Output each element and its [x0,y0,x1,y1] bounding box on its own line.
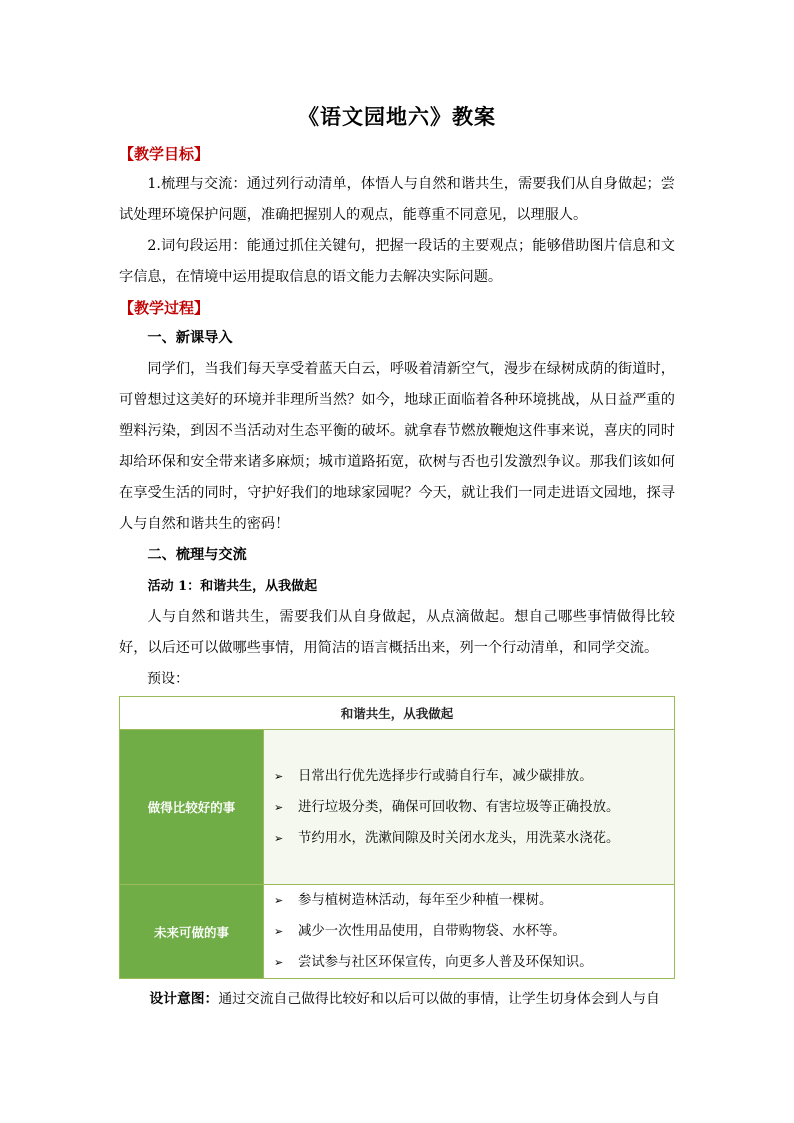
section-heading-process: 【教学过程】 [119,299,210,317]
list-item [274,947,674,978]
table-row [120,885,675,979]
document-title: 《语文园地六》教案 [298,104,496,129]
action-list-table [119,696,675,979]
arrow-bullet-icon: ➢ [274,925,284,938]
list-item-text: 参与植树造林活动，每年至少种植一棵树。 [298,893,553,908]
list-item [274,761,674,792]
document-content [119,100,675,1013]
section-heading-goals: 【教学目标】 [119,145,210,163]
design-intent-label: 设计意图： [149,991,219,1007]
row-label: 未来可做的事 [120,885,264,979]
row-label: 做得比较好的事 [120,730,264,885]
arrow-bullet-icon: ➢ [274,894,284,907]
list-item [274,916,674,947]
row-items [264,885,675,979]
part1-heading: 一、新课导入 [147,330,233,346]
arrow-bullet-icon: ➢ [274,831,284,845]
list-item-text: 日常出行优先选择步行或骑自行车，减少碳排放。 [298,768,593,784]
goal-paragraph-1: 1.梳理与交流：通过列行动清单，体悟人与自然和谐共生，需要我们从自身做起；尝试处理环境保护问题，准确把握别人的观点，能尊重不同意见，以理服人。 [119,176,675,223]
list-item-text: 尝试参与社区环保宣传，向更多人普及环保知识。 [298,955,593,970]
intro-paragraph: 同学们，当我们每天享受着蓝天白云，呼吸着清新空气，漫步在绿树成荫的街道时，可曾想过这美好的环境并非理所当然？如今，地球正面临着各种环境挑战，从日益严重的塑料污染，到因不当活动对生态平衡的破坏。就拿春节燃放鞭炮这件事来说，喜庆的同时却给环保和安全带来诸多麻烦；城市道路拓宽，砍树与否也引发激烈争议。那我们该如何在享受生活的同时，守护好我们的地球家园呢？今天，就让我们一同走进语文园地，探寻人与自然和谐共生的密码！ [119,361,675,532]
arrow-bullet-icon: ➢ [274,800,284,814]
list-item-text: 减少一次性用品使用，自带购物袋、水杯等。 [298,924,566,939]
design-intent-text: 通过交流自己做得比较好和以后可以做的事情，让学生切身体会到人与自 [218,991,660,1007]
list-item [274,885,674,916]
list-item-text: 节约用水，洗漱间隙及时关闭水龙头，用洗菜水浇花。 [298,830,620,846]
activity-heading: 活动 1：和谐共生，从我做起 [147,579,318,594]
list-item [274,823,674,854]
arrow-bullet-icon: ➢ [274,956,284,969]
table-row [120,730,675,885]
goal-paragraph-2: 2.词句段运用：能通过抓住关键句，把握一段话的主要观点；能够借助图片信息和文字信息，在情境中运用提取信息的语文能力去解决实际问题。 [119,238,675,285]
preset-label: 预设： [147,671,189,687]
activity-paragraph: 人与自然和谐共生，需要我们从自身做起，从点滴做起。想自己哪些事情做得比较好，以后还可以做哪些事情，用简洁的语言概括出来，列一个行动清单，和同学交流。 [119,609,675,656]
part2-heading: 二、梳理与交流 [147,547,247,563]
list-item-text: 进行垃圾分类，确保可回收物、有害垃圾等正确投放。 [298,799,620,815]
row-items [264,730,675,885]
design-intent [119,985,675,1013]
list-item [274,792,674,823]
table-header: 和谐共生，从我做起 [120,697,675,730]
arrow-bullet-icon: ➢ [274,769,284,783]
